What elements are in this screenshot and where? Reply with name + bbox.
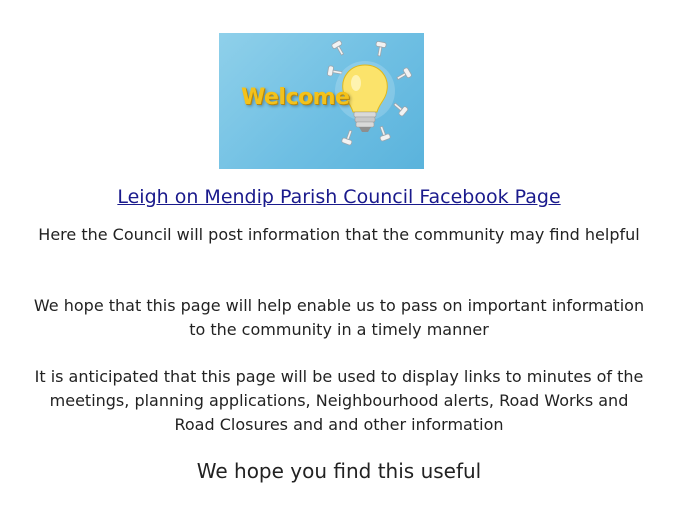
- welcome-banner-image: [219, 33, 424, 169]
- facebook-page-link[interactable]: Leigh on Mendip Parish Council Facebook Page: [117, 186, 561, 208]
- content-paragraph: It is anticipated that this page will be used to display links to minutes of the meetings, planning applications, Neighbourhood alerts, Road Works and Road Closures and and other information: [34, 367, 644, 434]
- banner-welcome-text: Welcome: [241, 85, 350, 110]
- purpose-paragraph: We hope that this page will help enable us to pass on important information to the community in a timely manner: [33, 296, 645, 339]
- intro-paragraph: Here the Council will post information that the community may find helpful: [38, 225, 640, 244]
- closing-message: We hope you find this useful: [196, 459, 482, 483]
